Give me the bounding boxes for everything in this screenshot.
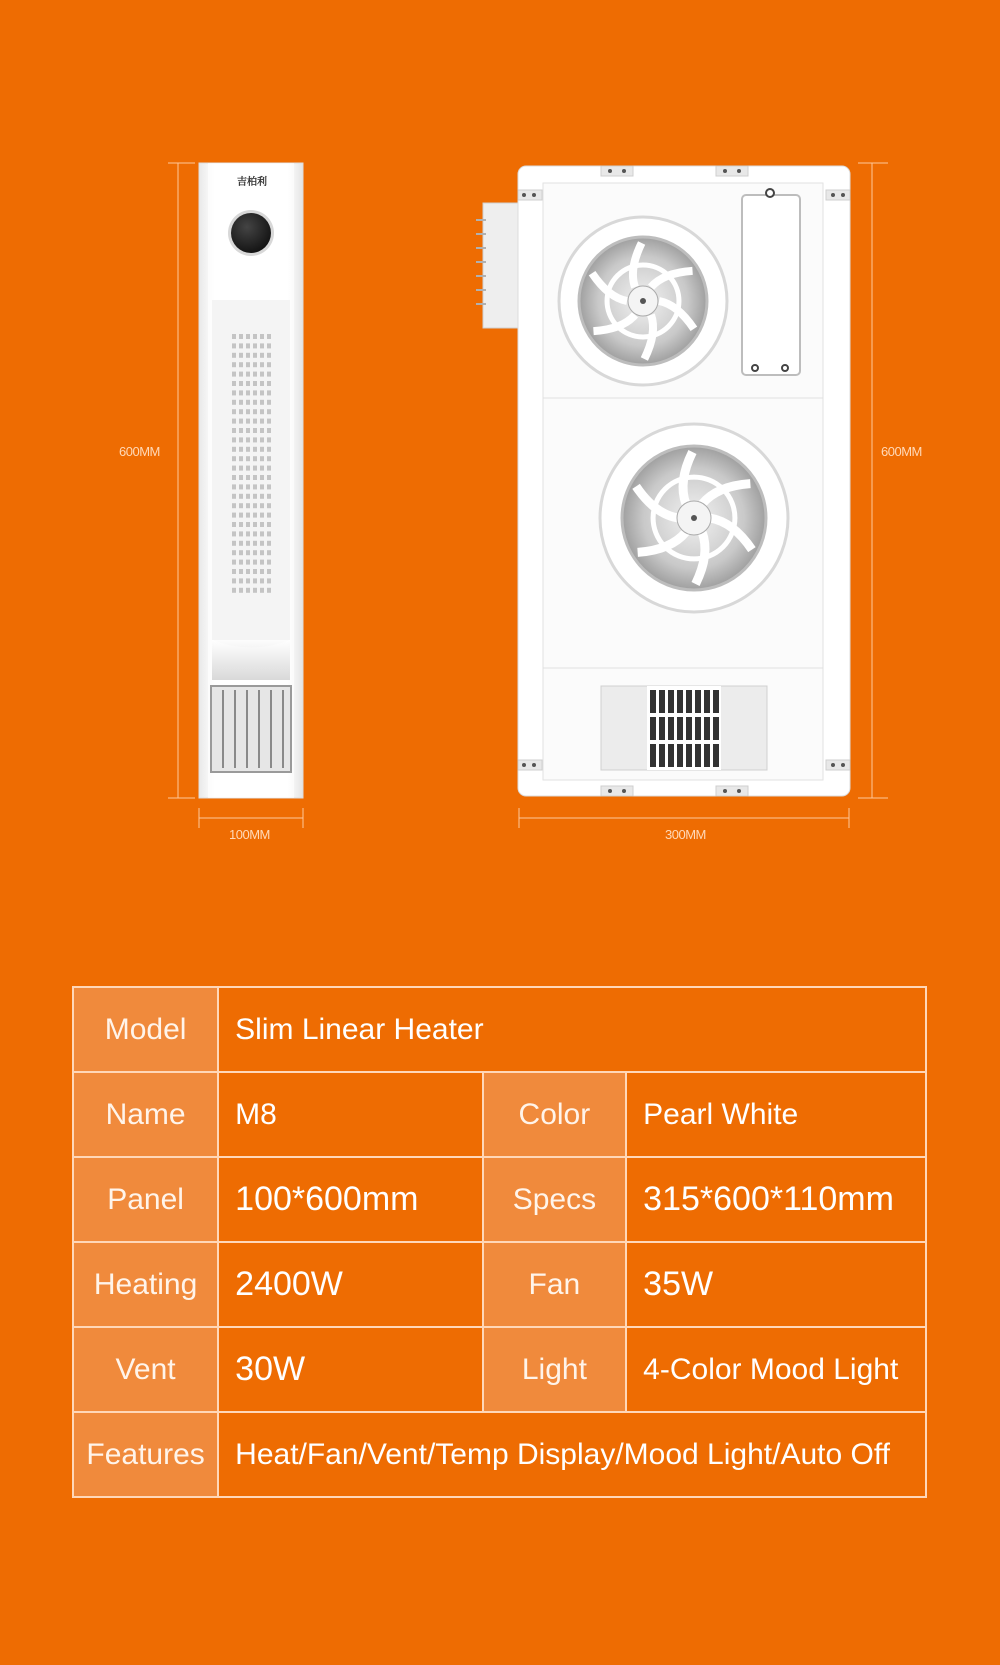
dimension-right-height: 600MM [881, 444, 922, 459]
color-value: Pearl White [626, 1072, 926, 1157]
table-row [73, 1242, 926, 1327]
panel-label: Panel [73, 1157, 218, 1242]
specs-value: 315*600*110mm [626, 1157, 926, 1242]
fan-value: 35W [626, 1242, 926, 1327]
name-value: M8 [218, 1072, 482, 1157]
fan-lower-icon [600, 424, 788, 612]
light-label: Light [483, 1327, 627, 1412]
control-box [742, 195, 800, 375]
panel-value: 100*600mm [218, 1157, 482, 1242]
slim-panel-front-view [199, 163, 303, 798]
table-row [73, 987, 926, 1072]
fan-upper-icon [559, 217, 727, 385]
vent-label: Vent [73, 1327, 218, 1412]
specs-label: Specs [483, 1157, 627, 1242]
light-value: 4-Color Mood Light [626, 1327, 926, 1412]
heater-body-back-view [476, 166, 850, 796]
table-row [73, 1412, 926, 1497]
dimension-left-height: 600MM [119, 444, 160, 459]
table-row [73, 1327, 926, 1412]
spec-table [72, 986, 927, 1498]
vent-value: 30W [218, 1327, 482, 1412]
dimension-body-width: 300MM [665, 827, 706, 842]
color-label: Color [483, 1072, 627, 1157]
heating-label: Heating [73, 1242, 218, 1327]
model-value: Slim Linear Heater [218, 987, 926, 1072]
features-label: Features [73, 1412, 218, 1497]
table-row [73, 1072, 926, 1157]
fan-label: Fan [483, 1242, 627, 1327]
brand-logo: 吉柏利 [237, 177, 267, 188]
name-label: Name [73, 1072, 218, 1157]
model-label: Model [73, 987, 218, 1072]
features-value: Heat/Fan/Vent/Temp Display/Mood Light/Auto Off [218, 1412, 926, 1497]
dimension-panel-width: 100MM [229, 827, 270, 842]
table-row [73, 1157, 926, 1242]
heating-value: 2400W [218, 1242, 482, 1327]
